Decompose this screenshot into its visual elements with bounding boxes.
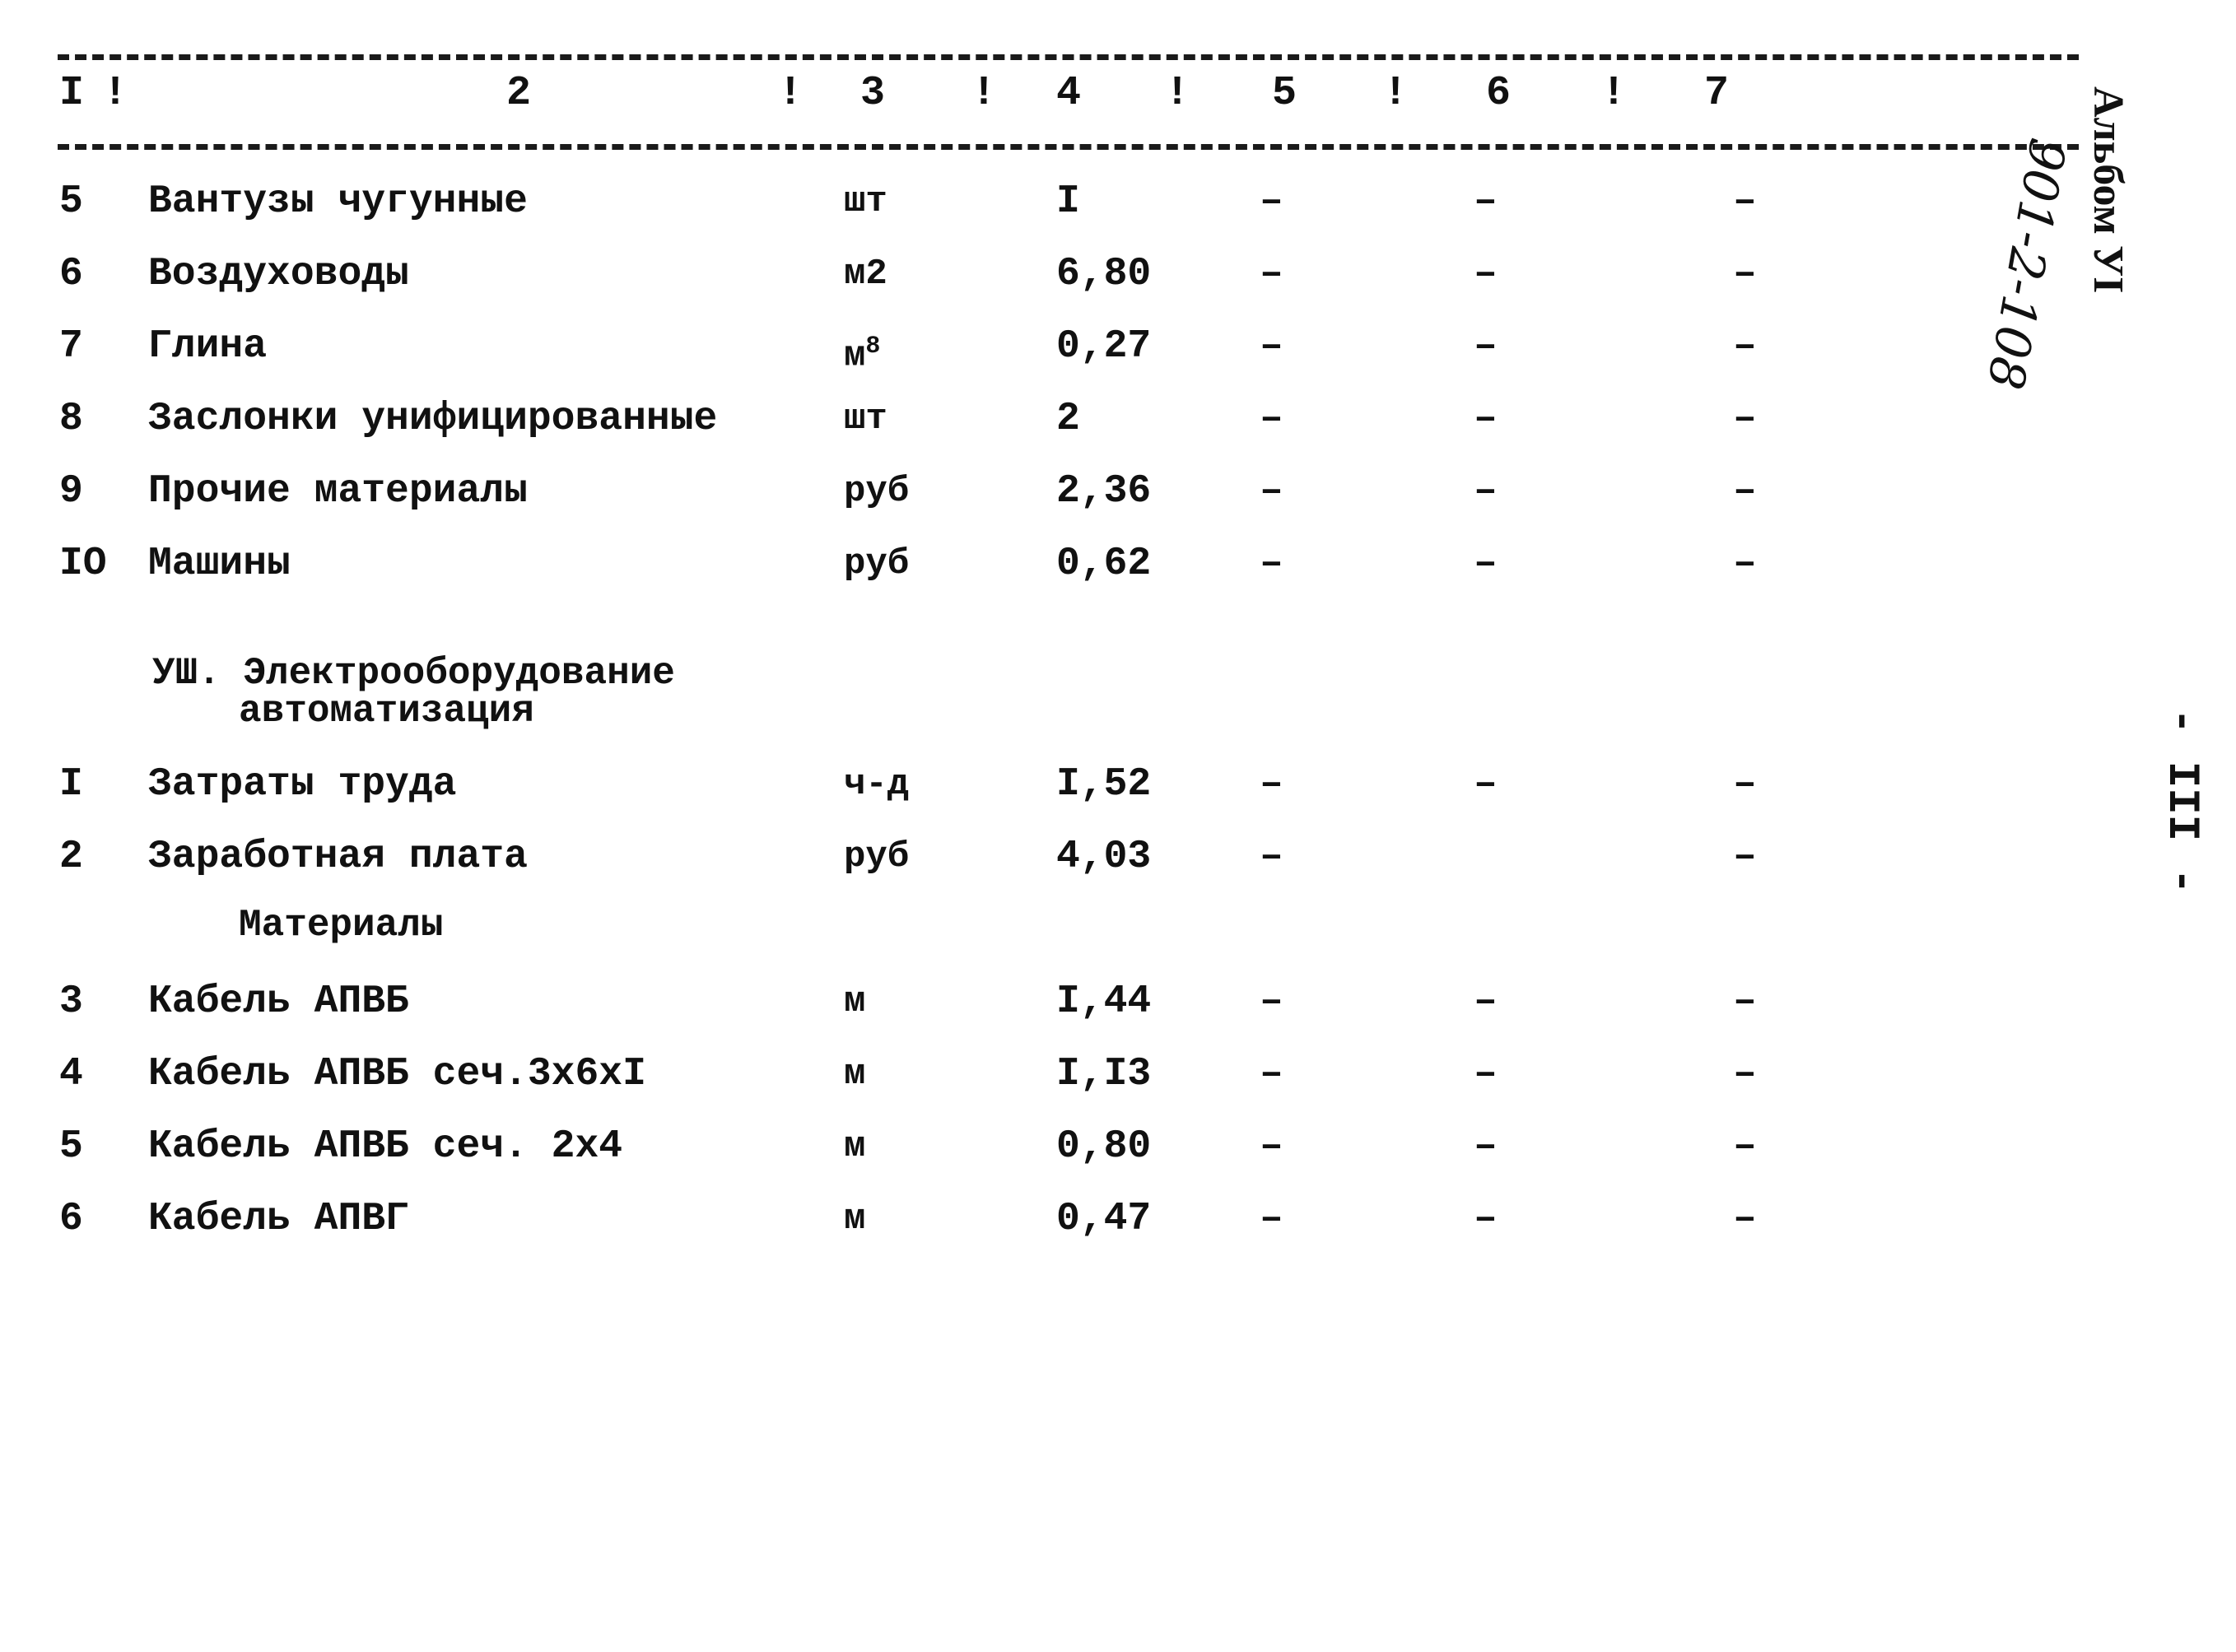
col7-value: – — [1733, 324, 1757, 369]
column-header-5: 5 — [1272, 70, 1297, 117]
row-number: 7 — [59, 324, 83, 369]
table-row — [0, 1041, 1894, 1107]
col7-value: – — [1733, 542, 1757, 586]
header-separator: ! — [971, 70, 997, 117]
col6-value: – — [1474, 324, 1498, 369]
quantity: 6,80 — [1056, 252, 1152, 296]
row-number: 5 — [59, 1124, 83, 1169]
section-title — [152, 652, 675, 733]
col5-value: – — [1260, 542, 1283, 586]
item-name: Воздуховоды — [148, 252, 409, 296]
col7-value: – — [1733, 762, 1757, 807]
item-name: Прочие материалы — [148, 469, 528, 514]
item-name: Кабель АПВБ — [148, 980, 409, 1024]
row-number: IO — [59, 542, 107, 586]
col6-value: – — [1474, 762, 1498, 807]
item-name: Вантузы чугунные — [148, 179, 528, 224]
unit: руб — [844, 471, 910, 512]
column-header-3: 3 — [860, 70, 886, 117]
item-name: Кабель АПВБ сеч. 2х4 — [148, 1124, 623, 1169]
unit-base: м — [844, 335, 866, 377]
row-number: 9 — [59, 469, 83, 514]
table-row — [0, 1186, 1894, 1252]
table-row — [0, 824, 1894, 890]
col5-value: – — [1260, 324, 1283, 369]
quantity: I,52 — [1056, 762, 1152, 807]
col6-value: – — [1474, 1124, 1498, 1169]
col7-value: – — [1733, 469, 1757, 514]
quantity: 2 — [1056, 397, 1080, 441]
quantity: 0,80 — [1056, 1124, 1152, 1169]
quantity: I — [1056, 179, 1080, 224]
column-header-4: 4 — [1056, 70, 1082, 117]
unit: руб — [844, 543, 910, 584]
table-row — [0, 386, 1894, 452]
row-number: 8 — [59, 397, 83, 441]
col5-value: – — [1260, 397, 1283, 441]
quantity: I,44 — [1056, 980, 1152, 1024]
quantity: 2,36 — [1056, 469, 1152, 514]
header-separator: ! — [1601, 70, 1627, 117]
row-number: 3 — [59, 980, 83, 1024]
column-header-7: 7 — [1704, 70, 1730, 117]
unit: м — [844, 1126, 866, 1167]
table-row — [0, 969, 1894, 1035]
unit: м — [844, 981, 866, 1022]
col7-value: – — [1733, 1197, 1757, 1241]
unit: м — [844, 1054, 866, 1095]
col7-value: – — [1733, 252, 1757, 296]
header-separator: ! — [1165, 70, 1190, 117]
quantity: 0,47 — [1056, 1197, 1152, 1241]
header-separator: ! — [778, 70, 804, 117]
item-name: Заработная плата — [148, 835, 528, 879]
column-header-2: 2 — [506, 70, 532, 117]
col5-value: – — [1260, 1052, 1283, 1096]
table-row — [0, 531, 1894, 597]
table-row — [0, 1114, 1894, 1180]
table-row — [0, 458, 1894, 524]
item-name: Кабель АПВБ сеч.3х6хI — [148, 1052, 646, 1096]
col7-value: – — [1733, 179, 1757, 224]
row-number: I — [59, 762, 83, 807]
header-top-rule — [58, 54, 2079, 60]
col7-value: – — [1733, 1052, 1757, 1096]
col6-value: – — [1474, 179, 1498, 224]
col5-value: – — [1260, 835, 1283, 879]
column-header-1: I — [59, 70, 85, 117]
col5-value: – — [1260, 1197, 1283, 1241]
unit — [844, 314, 880, 389]
col7-value: – — [1733, 397, 1757, 441]
table-row — [0, 241, 1894, 307]
item-name: Машины — [148, 542, 291, 586]
col7-value: – — [1733, 835, 1757, 879]
item-name: Затраты труда — [148, 762, 457, 807]
quantity: I,I3 — [1056, 1052, 1152, 1096]
col6-value: – — [1474, 469, 1498, 514]
col5-value: – — [1260, 762, 1283, 807]
item-name: Глина — [148, 324, 268, 369]
section-title-line2: автоматизация — [239, 690, 534, 733]
col5-value: – — [1260, 980, 1283, 1024]
col6-value: – — [1474, 542, 1498, 586]
col7-value: – — [1733, 980, 1757, 1024]
unit: шт — [844, 398, 887, 440]
col6-value: – — [1474, 980, 1498, 1024]
row-number: 6 — [59, 252, 83, 296]
col6-value: – — [1474, 397, 1498, 441]
row-number: 6 — [59, 1197, 83, 1241]
unit: ч-д — [844, 764, 910, 805]
col6-value: – — [1474, 252, 1498, 296]
album-label: Альбом УI — [2085, 86, 2131, 294]
header-bottom-rule — [58, 144, 2079, 150]
unit: м — [844, 1198, 866, 1240]
col6-value: – — [1474, 1052, 1498, 1096]
row-number: 4 — [59, 1052, 83, 1096]
header-separator: ! — [1383, 70, 1409, 117]
col5-value: – — [1260, 252, 1283, 296]
quantity: 0,27 — [1056, 324, 1152, 369]
table-row — [0, 752, 1894, 817]
row-number: 2 — [59, 835, 83, 879]
quantity: 4,03 — [1056, 835, 1152, 879]
section-title-line1: УШ. Электрооборудование — [152, 652, 675, 695]
page-number: - III - — [2156, 708, 2206, 895]
col7-value: – — [1733, 1124, 1757, 1169]
unit-superscript: 8 — [865, 333, 881, 361]
col5-value: – — [1260, 179, 1283, 224]
header-separator: ! — [103, 70, 128, 117]
materials-heading: Материалы — [239, 904, 444, 947]
quantity: 0,62 — [1056, 542, 1152, 586]
table-row — [0, 314, 1894, 379]
unit: шт — [844, 181, 887, 222]
item-name: Кабель АПВГ — [148, 1197, 409, 1241]
table-row — [0, 169, 1894, 235]
col6-value: – — [1474, 1197, 1498, 1241]
col5-value: – — [1260, 1124, 1283, 1169]
col5-value: – — [1260, 469, 1283, 514]
unit: м2 — [844, 254, 887, 295]
handwritten-project-code: 901-2-108 — [1975, 133, 2076, 394]
item-name: Заслонки унифицированные — [148, 397, 718, 441]
row-number: 5 — [59, 179, 83, 224]
unit: руб — [844, 836, 910, 877]
column-header-6: 6 — [1486, 70, 1512, 117]
